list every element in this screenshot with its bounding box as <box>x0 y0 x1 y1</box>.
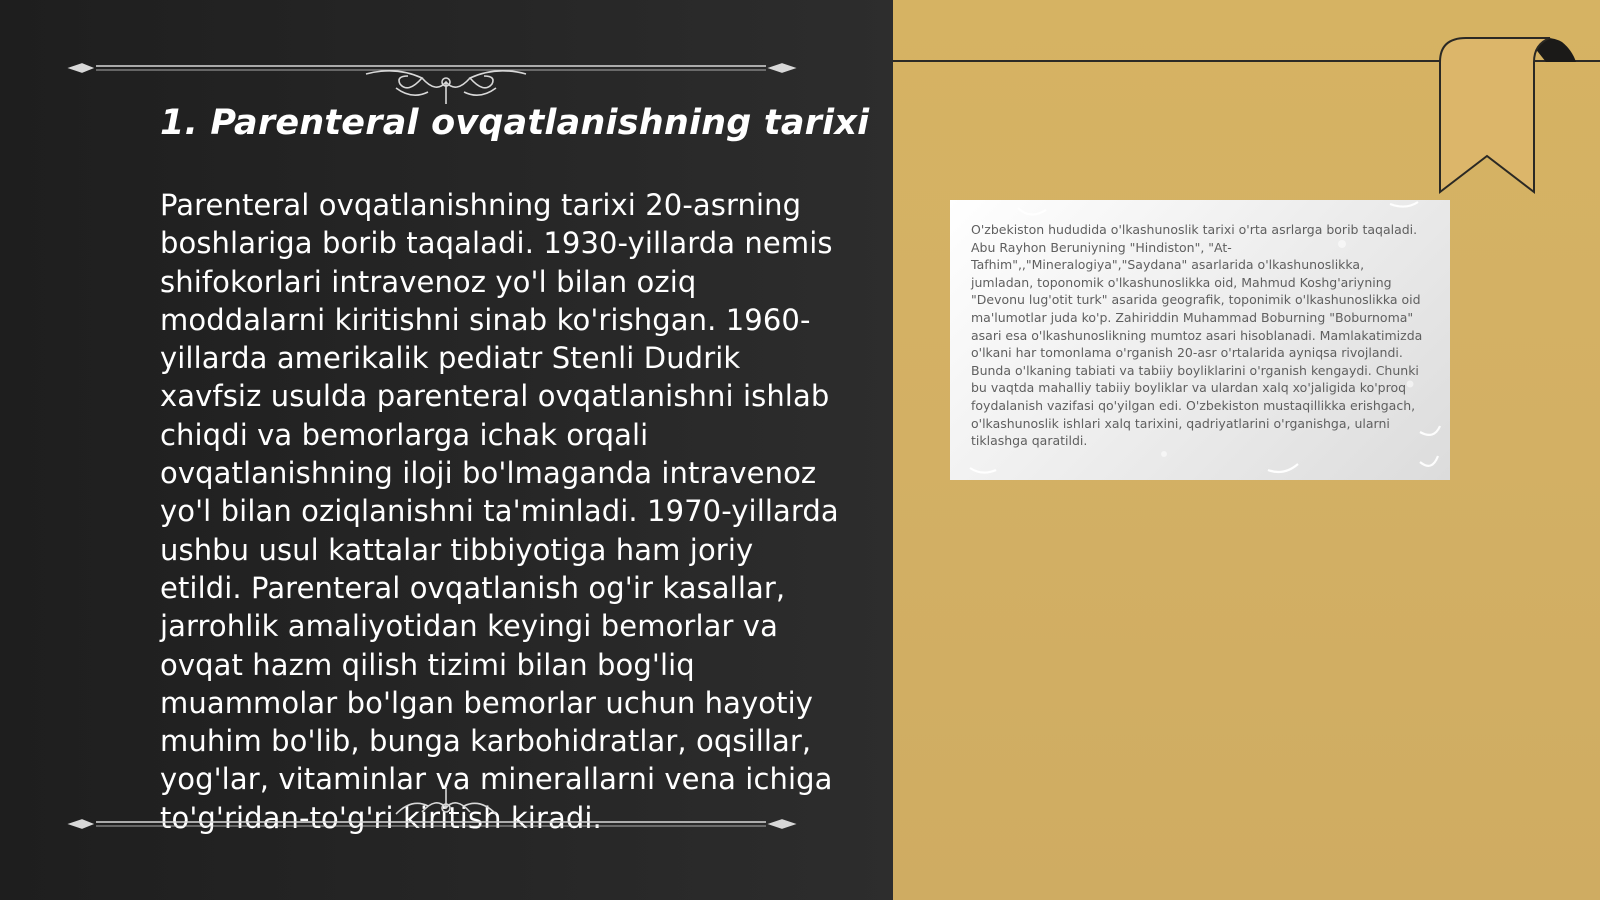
text-image-panel <box>950 200 1450 480</box>
bottom-flourish-divider <box>66 778 826 840</box>
slide-title: 1. Parenteral ovqatlanishning tarixi <box>160 103 870 143</box>
image-embedded-text: O'zbekiston hududida o'lkashunoslik tarixi o'rta asrlarga borib taqaladi. Abu Rayhon Beruniyning "Hindiston", "At-Tafhim",,"Mineralogiya","Saydana" asarlarida o'lkashunoslikka, jumladan, toponomik o'lkashunoslikka oid, Mahmud Koshg'ariyning "Devonu lug'otit turk" asarida geografik, toponimik o'lkashunoslikka oid ma'lumotlar juda ko'p. Zahiriddin Muhammad Boburning "Boburnoma" asari esa o'lkashunoslikning mumtoz asari hisoblanadi. Mamlakatimizda o'lkani har tomonlama o'rganish 20-asr o'rtalarida ayniqsa rivojlandi. Bunda o'lkaning tabiati va tabiiy boyliklarini o'rganish kengaydi. Chunki bu vaqtda mahalliy tabiiy boyliklar va ulardan xalq xo'jaligida ko'proq foydalanish vazifasi qo'yilgan edi. O'zbekiston mustaqillikka erishgach, o'lkashunoslik ishlari xalq tarixini, qadriyatlarini o'rganishga, ularni tiklashga qaratildi. <box>971 222 1423 449</box>
bookmark-ribbon-icon <box>1430 34 1580 204</box>
slide-body-text: Parenteral ovqatlanishning tarixi 20-asrning boshlariga borib taqaladi. 1930-yillarda nemis shifokorlari intravenoz yo'l bilan oziq moddalarni kiritishni sinab ko'rishgan. 1960-yillarda amerikalik pediatr Stenli Dudrik xavfsiz usulda parenteral ovqatlanishni ishlab chiqdi va bemorlarga ichak orqali ovqatlanishning iloji bo'lmaganda intravenoz yo'l bilan oziqlanishni ta'minladi. 1970-yillarda ushbu usul kattalar tibbiyotiga ham joriy etildi. Parenteral ovqatlanish og'ir kasallar, jarrohlik amaliyotidan keyingi bemorlar va ovqat hazm qilish tizimi bilan bog'liq muammolar bo'lgan bemorlar uchun hayotiy muhim bo'lib, bunga karbohidratlar, oqsillar, yog'lar, vitaminlar va minerallarni vena ichiga to'g'ridan-to'g'ri kiritish kiradi. <box>160 188 839 835</box>
